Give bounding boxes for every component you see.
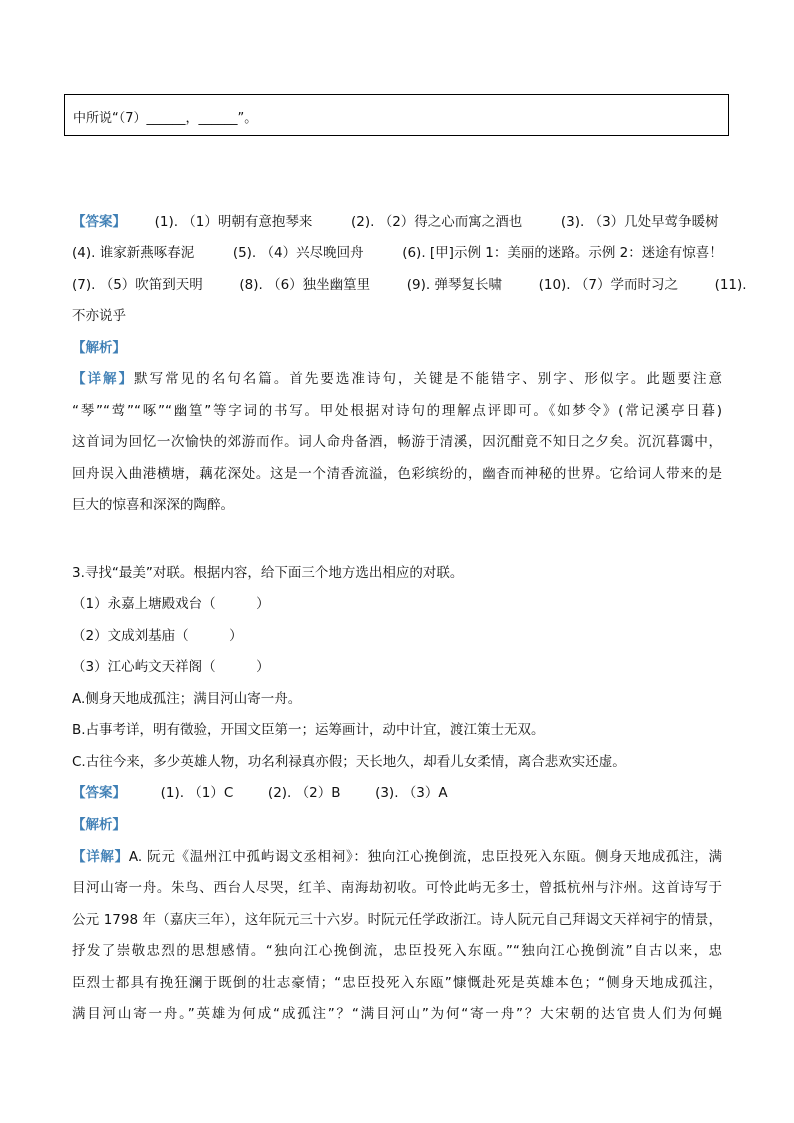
q3-item-2: （2）文成刘基庙（ ）	[72, 628, 243, 644]
q3-option-a: A.侧身天地成孤注；满目河山寄一舟。	[72, 691, 302, 707]
q3-item-3: （3）江心屿文天祥阁（ ）	[72, 659, 270, 675]
q2-analysis-tag: 【解析】	[72, 340, 126, 356]
q3-item-1: （1）永嘉上塘殿戏台（ ）	[72, 596, 270, 612]
q2-answer-2: (2). （2）得之心而寓之酒也	[350, 214, 523, 230]
detail-tag-q3: 【详解】	[72, 849, 129, 865]
q3-detail-line-3: 公元 1798 年（嘉庆三年），这年阮元三十六岁。时阮元任学政浙江。诗人阮元自己拜谒文天祥祠宇的情景，	[72, 912, 722, 928]
q3-answer-1: (1). （1）C	[160, 785, 234, 801]
q3-detail-line-1	[72, 845, 722, 865]
answer-tag: 【答案】	[72, 214, 126, 230]
carryover-box	[64, 94, 729, 136]
q3-stem: 3.寻找“最美”对联。根据内容，给下面三个地方选出相应的对联。	[72, 565, 464, 581]
q2-answer-row-1	[72, 210, 719, 230]
carryover-text: 中所说“（7）______，______”。	[73, 111, 258, 126]
q3-detail-text-1: A. 阮元《温州江中孤屿谒文丞相祠》：独向江心挽倒流，忠臣投死入东瓯。侧身天地成孤注，满	[128, 849, 722, 865]
q2-answer-6: (6). [甲]示例 1：美丽的迷路。示例 2：迷途有惊喜！	[402, 245, 723, 261]
q2-answer-4: (4). 谁家新燕啄春泥	[72, 245, 195, 261]
q3-answer-3: (3). （3）A	[375, 785, 448, 801]
q2-answer-10: (10). （7）学而时习之	[538, 277, 678, 293]
q3-answer-row	[72, 781, 448, 801]
answer-tag-q3: 【答案】	[72, 785, 126, 801]
q2-answer-row-3	[72, 273, 747, 293]
q3-detail-line-4: 抒发了崇敬忠烈的思想感情。“独向江心挽倒流，忠臣投死入东瓯。”“独向江心挽倒流”自古以来，忠	[72, 943, 722, 959]
q2-answer-1: (1). （1）明朝有意抱琴来	[154, 214, 313, 230]
q3-detail-line-2: 目河山寄一舟。朱鸟、西台人尽哭，红羊、南海劫初收。可怜此屿无多士，曾抵杭州与汴州。这首诗写于	[72, 880, 722, 896]
q2-answer-row-4: 不亦说乎	[72, 308, 126, 324]
q2-answer-3: (3). （3）几处早莺争暖树	[560, 214, 719, 230]
q2-answer-row-2	[72, 241, 723, 261]
q3-answer-2: (2). （2）B	[267, 785, 341, 801]
q3-analysis-tag: 【解析】	[72, 817, 126, 833]
q3-detail-line-5: 臣烈士都具有挽狂澜于既倒的壮志豪情；“忠臣投死入东瓯”慷慨赴死是英雄本色；“侧身天地成孤注，	[72, 975, 722, 991]
q2-answer-5: (5). （4）兴尽晚回舟	[232, 245, 364, 261]
q2-detail-line-5: 巨大的惊喜和深深的陶醉。	[72, 497, 234, 513]
q3-option-c: C.古往今来，多少英雄人物，功名利禄真亦假；天长地久，却看儿女柔情，离合悲欢实还虚。	[72, 754, 626, 770]
q2-answer-8: (8). （6）独坐幽篁里	[239, 277, 371, 293]
q3-option-b: B.占事考详，明有徵验，开国文臣第一；运筹画计，动中计宜，渡江策士无双。	[72, 722, 545, 738]
q2-answer-7: (7). （5）吹笛到天明	[72, 277, 203, 293]
q2-detail-line-1	[72, 367, 722, 387]
q2-answer-11: (11).	[714, 277, 747, 293]
q2-detail-line-4: 回舟误入曲港横塘，藕花深处。这是一个清香流溢，色彩缤纷的，幽杳而神秘的世界。它给词人带来的是	[72, 466, 722, 482]
q2-detail-line-2: “琴”“莺”“啄”“幽篁”等字词的书写。甲处根据对诗句的理解点评即可。《如梦令》(常记溪亭日暮)	[72, 403, 722, 419]
q2-detail-text-1: 默写常见的名句名篇。首先要选准诗句，关键是不能错字、别字、形似字。此题要注意	[134, 371, 723, 387]
q2-detail-line-3: 这首词为回忆一次愉快的郊游而作。词人命舟备酒，畅游于清溪，因沉酣竟不知日之夕矣。沉沉暮霭中，	[72, 434, 722, 450]
q3-detail-line-6: 满目河山寄一舟。”英雄为何成“成孤注”？“满目河山”为何“寄一舟”？大宋朝的达官贵人们为何蝇	[72, 1006, 722, 1022]
detail-tag: 【详解】	[72, 371, 135, 387]
q2-answer-9: (9). 弹琴复长啸	[406, 277, 502, 293]
